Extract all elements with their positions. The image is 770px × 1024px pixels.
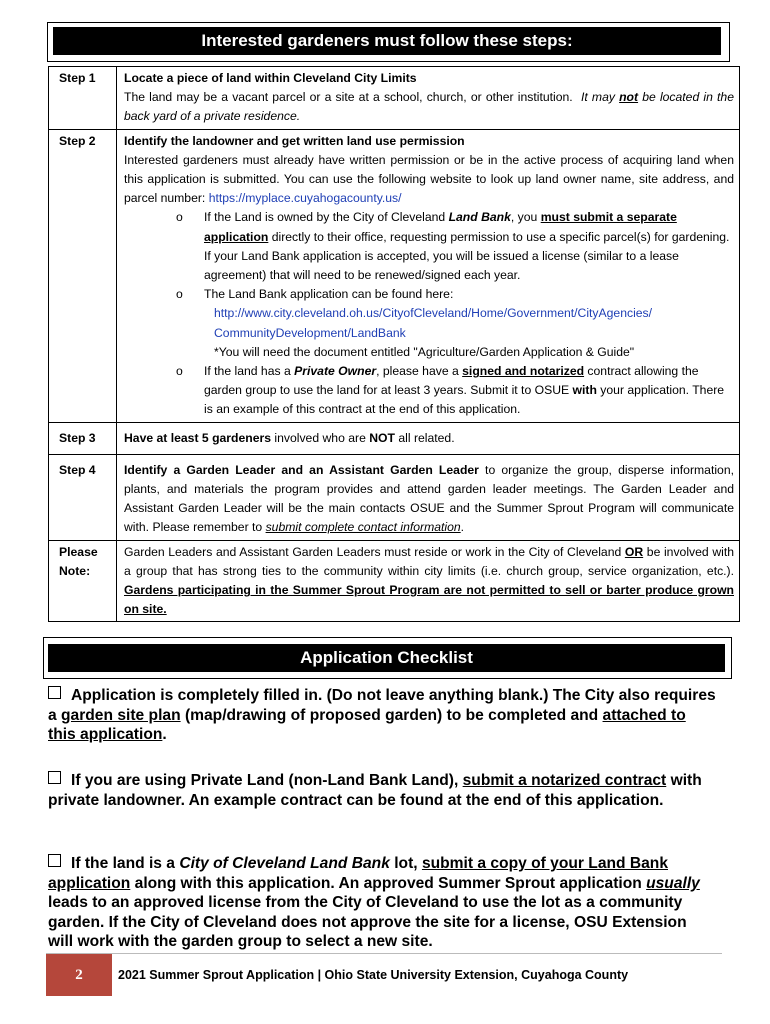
- steps-table: [48, 66, 740, 622]
- step-label: Step 2: [49, 129, 117, 422]
- land-bank-link-line1[interactable]: http://www.city.cleveland.oh.us/CityofCleveland/Home/Government/CityAgencies/: [214, 306, 653, 321]
- step-row-1: [49, 67, 740, 130]
- page-footer: [46, 953, 722, 996]
- checklist-item-3: If the land is a City of Cleveland Land Bank lot, submit a copy of your Land Bank application along with this application. An approved Summer Sprout application usually leads to an approved license from the City of Cleveland to use the lot as a community garden. If the City of Cleveland does not approve the site for a license, OSU Extension will work with the garden group to select a new site.: [48, 855, 700, 951]
- step-title: Identify the landowner and get written land use permission: [124, 133, 465, 148]
- steps-banner-title: Interested gardeners must follow these steps:: [53, 27, 721, 55]
- bullet-private-owner: o If the land has a Private Owner, please have a signed and notarized contract allowing the garden group to use the land for at least 3 years. Submit it to OSUE with your application. There is an example of this contract at the end of this application.: [124, 362, 734, 420]
- land-bank-link-line2[interactable]: CommunityDevelopment/LandBank: [214, 325, 406, 340]
- step-title: Locate a piece of land within Cleveland City Limits: [124, 71, 417, 85]
- step-text: The land may be a vacant parcel or a site at a school, church, or other institution. It may not be located in the back yard of a private residence.: [124, 90, 734, 124]
- note-row: [49, 540, 740, 622]
- checkbox[interactable]: [48, 686, 61, 699]
- bullet-mark: o: [176, 364, 183, 379]
- myplace-link[interactable]: https://myplace.cuyahogacounty.us/: [208, 191, 402, 206]
- step-label: Step 3: [49, 422, 117, 454]
- step-label: Step 4: [49, 454, 117, 540]
- bullet-land-bank-link: o The Land Bank application can be found here:: [124, 285, 734, 304]
- checklist-banner-title: Application Checklist: [48, 644, 725, 672]
- step-content: Have at least 5 gardeners involved who are NOT all related.: [117, 422, 740, 454]
- checklist-item-2: If you are using Private Land (non-Land Bank Land), submit a notarized contract with private landowner. An example contract can be found at the end of this application.: [48, 772, 702, 809]
- checklist-item-1: Application is completely filled in. (Do not leave anything blank.) The City also requires a garden site plan (map/drawing of proposed garden) to be completed and attached to this application.: [48, 687, 716, 744]
- footer-text: 2021 Summer Sprout Application | Ohio State University Extension, Cuyahoga County: [118, 968, 629, 982]
- contact-info-note: submit complete contact information: [265, 520, 461, 535]
- step-row-4: [49, 454, 740, 540]
- step-content: [117, 67, 740, 130]
- land-bank-document-note: *You will need the document entitled "Agriculture/Garden Application & Guide": [214, 344, 635, 359]
- step-row-2: [49, 129, 740, 422]
- step-content: Identify a Garden Leader and an Assistant Garden Leader to organize the group, disperse information, plants, and materials the program provides and attend garden leader meetings. The Garden Leader and Assistant Garden Leader will be the main contacts OSUE and the Summer Sprout Program will communicate with. Please remember to submit complete contact information.: [117, 454, 740, 540]
- note-label: Please Note:: [49, 540, 117, 622]
- bullet-mark: o: [176, 210, 183, 225]
- bullet-land-bank: o If the Land is owned by the City of Cleveland Land Bank, you must submit a separate application directly to their office, requesting permission to use a specific parcel(s) for gardening. If your Land Bank application is accepted, you will be issued a license (similar to a lease agreement) that will need to be renewed/signed each year.: [124, 208, 734, 285]
- page-number: 2: [46, 954, 112, 996]
- note-content: Garden Leaders and Assistant Garden Leaders must reside or work in the City of Cleveland OR be involved with a group that has strong ties to the community within city limits (i.e. church group, service organization, etc.). Gardens participating in the Summer Sprout Program are not permitted to sell or barter produce grown on site.: [117, 540, 740, 622]
- bullet-mark: o: [176, 287, 183, 302]
- step-row-3: [49, 422, 740, 454]
- step-text: Interested gardeners must already have written permission or be in the active process of acquiring land when this application is submitted. You can use the following website to look up land owner name, site address, and parcel number: https://myplace.cuyahogacounty.us/: [124, 152, 734, 206]
- checkbox[interactable]: [48, 771, 61, 784]
- step-content: [117, 129, 740, 422]
- step-note: It may not be located in the back yard of a private residence.: [124, 90, 734, 124]
- step-label: Step 1: [49, 67, 117, 130]
- checkbox[interactable]: [48, 854, 61, 867]
